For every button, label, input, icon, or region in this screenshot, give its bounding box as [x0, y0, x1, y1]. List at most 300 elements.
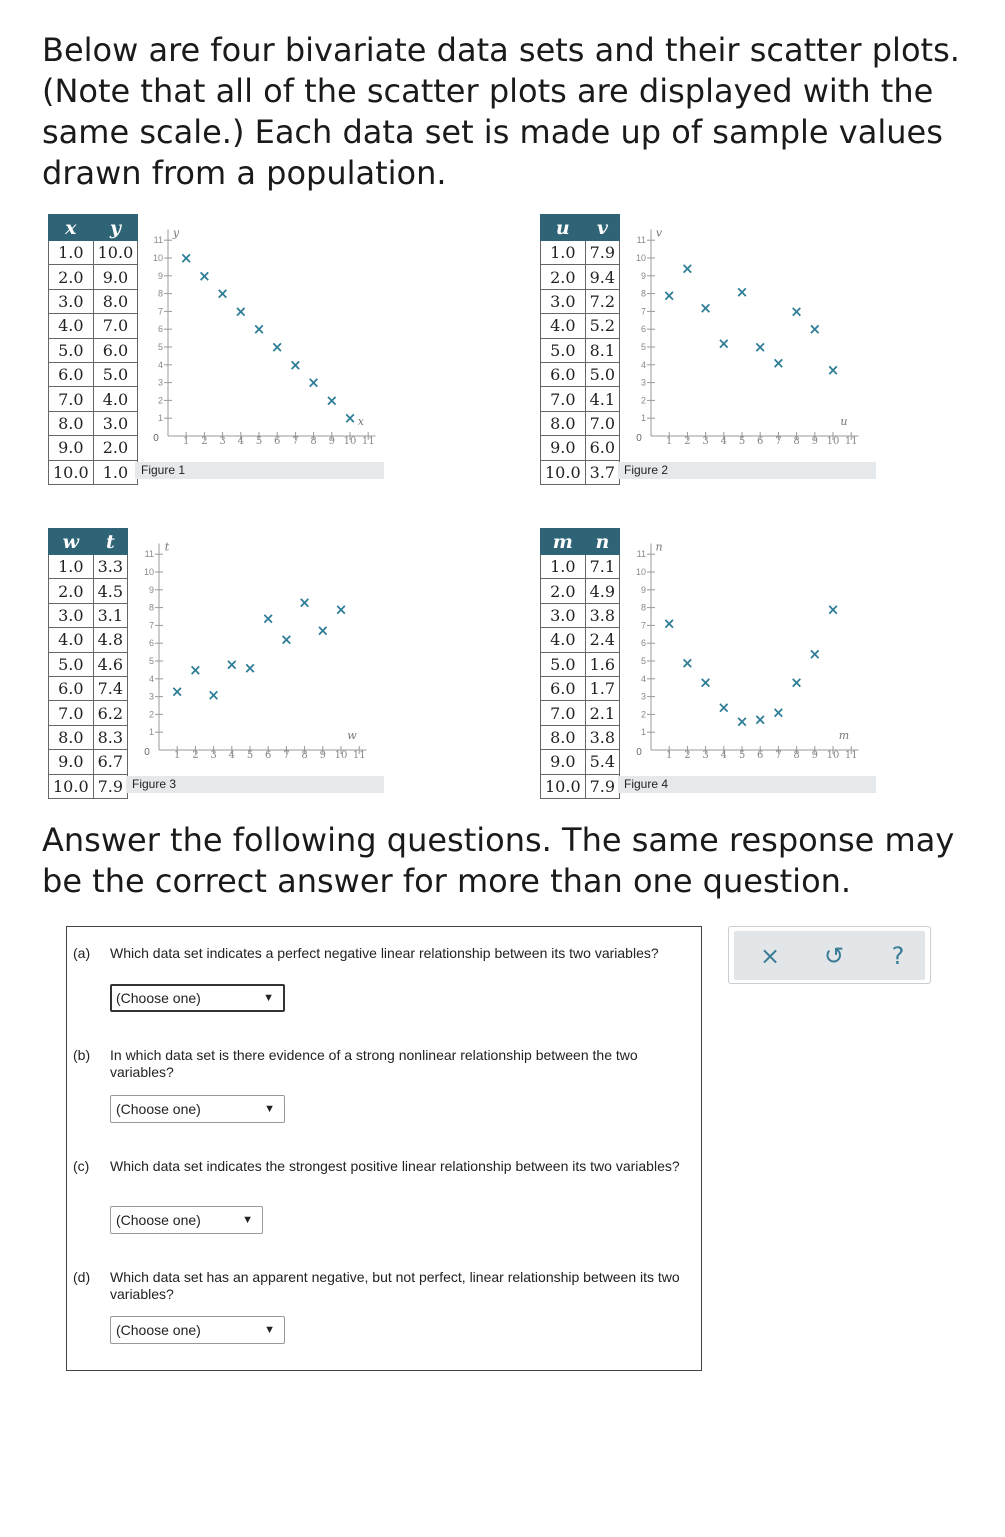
data-point: ×	[699, 298, 712, 317]
table-cell: 6.2	[93, 701, 127, 725]
x-tick-label: 2	[684, 750, 691, 761]
y-tick-label: 6	[148, 638, 154, 649]
dataset-figure-2	[540, 214, 876, 486]
y-tick-label: 10	[635, 567, 646, 577]
table-cell: 8.0	[541, 725, 586, 749]
y-tick-label: 9	[148, 584, 154, 595]
x-tick-label: 3	[702, 436, 709, 447]
clear-icon[interactable]: ×	[759, 942, 781, 970]
question-text: Which data set indicates the strongest positive linear relationship between its two variables?	[110, 1158, 680, 1174]
data-point: ×	[735, 712, 749, 731]
y-tick-label: 11	[636, 235, 646, 246]
answer-select-c[interactable]	[110, 1206, 263, 1234]
y-tick-label: 6	[640, 324, 646, 335]
table-cell: 3.0	[93, 411, 138, 435]
table-cell: 4.0	[541, 314, 586, 338]
data-point: ×	[316, 621, 330, 640]
question-text: Which data set has an apparent negative, but not perfect, linear relationship between its two variables?	[110, 1269, 680, 1302]
scatter-svg	[623, 528, 873, 773]
table-row	[541, 725, 620, 749]
table-row	[541, 579, 620, 603]
x-tick-label: 7	[292, 436, 299, 447]
table-cell: 8.0	[49, 411, 94, 435]
data-point: ×	[772, 354, 785, 373]
y-tick-label: 3	[640, 691, 646, 702]
table-row	[49, 555, 128, 579]
x-tick-label: 11	[361, 436, 375, 447]
x-tick-label: 2	[192, 750, 199, 761]
table-row	[49, 338, 138, 362]
data-point: ×	[772, 703, 785, 722]
table-cell: 2.0	[541, 265, 586, 289]
table-cell: 1.7	[585, 676, 619, 700]
x-tick-label: 8	[301, 750, 308, 761]
table-cell: 4.1	[585, 387, 619, 411]
toolbar-background	[734, 931, 925, 980]
table-cell: 10.0	[541, 774, 586, 798]
data-point: ×	[808, 644, 822, 663]
table-cell: 4.0	[93, 387, 138, 411]
table-row	[49, 314, 138, 338]
figure-caption: Figure 2	[618, 462, 876, 479]
y-tick-label: 5	[640, 342, 646, 352]
y-tick-label: 6	[640, 638, 646, 649]
table-cell: 7.0	[49, 387, 94, 411]
table-row	[49, 725, 128, 749]
table-cell: 2.0	[49, 579, 94, 603]
y-axis-label: v	[655, 226, 663, 240]
x-tick-label: 3	[702, 750, 709, 761]
x-tick-label: 4	[720, 750, 727, 761]
x-tick-label: 1	[666, 750, 673, 761]
origin-label: 0	[636, 747, 642, 758]
table-cell: 2.0	[49, 265, 94, 289]
y-tick-label: 4	[640, 673, 646, 684]
table-row	[541, 411, 620, 435]
intro-paragraph: Below are four bivariate data sets and their scatter plots. (Note that all of the scatter plots are displayed with the same scale.) Each data set is made up of sample values drawn from a population.	[42, 31, 960, 192]
data-point: ×	[270, 338, 284, 356]
table-cell: 7.9	[585, 241, 619, 265]
table-cell: 7.2	[585, 289, 619, 313]
x-tick-label: 8	[793, 436, 800, 447]
answer-instructions: Answer the following questions. The same response may be the correct answer for more than one question.	[42, 821, 955, 900]
table-cell: 1.6	[585, 652, 619, 676]
table-cell: 10.0	[49, 460, 94, 484]
table-cell: 7.0	[541, 387, 586, 411]
table-cell: 4.8	[93, 628, 127, 652]
table-cell: 8.0	[541, 411, 586, 435]
data-point: ×	[681, 653, 694, 672]
y-tick-label: 11	[144, 549, 154, 560]
table-cell: 4.9	[585, 579, 619, 603]
scatter-svg	[623, 214, 873, 459]
table-cell: 5.0	[541, 652, 586, 676]
data-point: ×	[298, 593, 311, 612]
x-tick-label: 1	[666, 436, 673, 447]
x-tick-label: 9	[319, 750, 326, 761]
table-row	[541, 676, 620, 700]
table-cell: 3.1	[93, 603, 127, 627]
origin-label: 0	[144, 747, 150, 758]
table-cell: 8.1	[585, 338, 619, 362]
table-cell: 5.2	[585, 314, 619, 338]
x-axis-label: m	[838, 729, 850, 742]
table-cell: 7.9	[93, 774, 127, 798]
table-cell: 6.0	[49, 676, 94, 700]
column-header: v	[585, 215, 619, 241]
dropdown-arrow-icon: ▼	[242, 1214, 253, 1226]
table-row	[541, 628, 620, 652]
scatter-svg	[131, 528, 381, 773]
table-cell: 7.0	[541, 701, 586, 725]
dataset-figure-4	[540, 528, 876, 800]
x-tick-label: 6	[757, 436, 764, 447]
dataset-figure-1	[48, 214, 384, 486]
dropdown-arrow-icon: ▼	[264, 1324, 275, 1336]
y-tick-label: 1	[148, 727, 154, 738]
table-cell: 3.0	[541, 603, 586, 627]
table-row	[49, 460, 138, 484]
table-row	[49, 411, 138, 435]
scatter-plot	[131, 528, 381, 773]
table-row	[49, 241, 138, 265]
data-point: ×	[307, 373, 320, 392]
x-tick-label: 10	[334, 750, 348, 761]
y-tick-label: 5	[640, 656, 646, 666]
figure-caption: Figure 4	[618, 776, 876, 793]
y-tick-label: 3	[148, 691, 154, 702]
table-cell: 8.3	[93, 725, 127, 749]
y-tick-label: 2	[640, 709, 646, 720]
table-cell: 9.0	[541, 436, 586, 460]
table-cell: 6.0	[541, 676, 586, 700]
table-row	[541, 774, 620, 798]
y-tick-label: 2	[148, 709, 154, 720]
y-tick-label: 1	[157, 413, 163, 424]
x-tick-label: 1	[174, 750, 181, 761]
table-header-row	[49, 529, 128, 555]
table-row	[541, 436, 620, 460]
data-point: ×	[325, 391, 339, 410]
table-cell: 6.0	[49, 362, 94, 386]
y-tick-label: 7	[148, 620, 154, 631]
data-point: ×	[234, 302, 248, 321]
x-tick-label: 5	[738, 436, 746, 447]
x-tick-label: 10	[826, 750, 840, 761]
table-cell: 5.0	[93, 362, 138, 386]
table-row	[49, 362, 138, 386]
y-tick-label: 6	[157, 324, 163, 335]
y-tick-label: 3	[640, 377, 646, 388]
table-cell: 1.0	[49, 241, 94, 265]
table-cell: 9.0	[541, 750, 586, 774]
data-point: ×	[717, 334, 731, 353]
data-point: ×	[252, 320, 266, 339]
x-axis-label: w	[347, 729, 357, 742]
x-tick-label: 1	[183, 436, 190, 447]
y-tick-label: 10	[635, 253, 646, 263]
table-cell: 7.0	[49, 701, 94, 725]
table-cell: 6.0	[585, 436, 619, 460]
table-cell: 5.4	[585, 750, 619, 774]
y-tick-label: 9	[157, 270, 163, 281]
x-tick-label: 11	[844, 750, 858, 761]
table-row	[49, 603, 128, 627]
x-tick-label: 4	[237, 436, 244, 447]
data-table	[48, 214, 138, 485]
table-row	[49, 652, 128, 676]
table-cell: 9.0	[49, 436, 94, 460]
table-row	[541, 750, 620, 774]
y-tick-label: 10	[143, 567, 154, 577]
question-letter: (d)	[73, 1269, 91, 1285]
data-point: ×	[170, 682, 184, 701]
data-point: ×	[198, 266, 211, 285]
question-letter: (c)	[73, 1158, 90, 1174]
table-cell: 2.0	[93, 436, 138, 460]
x-tick-label: 8	[793, 750, 800, 761]
data-point: ×	[699, 673, 712, 692]
data-point: ×	[280, 630, 293, 649]
scatter-plot	[140, 214, 390, 459]
x-tick-label: 5	[255, 436, 263, 447]
y-tick-label: 5	[157, 342, 163, 352]
table-row	[49, 436, 138, 460]
table-cell: 9.4	[585, 265, 619, 289]
y-tick-label: 5	[148, 656, 154, 666]
y-axis-label: y	[172, 226, 180, 240]
table-row	[49, 774, 128, 798]
data-point: ×	[735, 282, 749, 301]
select-value: (Choose one)	[116, 1212, 201, 1228]
data-table	[540, 214, 620, 485]
undo-icon[interactable]: ↺	[823, 942, 845, 970]
data-point: ×	[662, 614, 676, 633]
y-tick-label: 11	[153, 235, 163, 246]
table-row	[49, 265, 138, 289]
table-row	[541, 362, 620, 386]
data-point: ×	[189, 660, 202, 679]
table-cell: 2.0	[541, 579, 586, 603]
table-cell: 1.0	[93, 460, 138, 484]
table-cell: 8.0	[93, 289, 138, 313]
data-point: ×	[790, 302, 803, 321]
table-row	[541, 555, 620, 579]
table-cell: 6.7	[93, 750, 127, 774]
y-tick-label: 2	[157, 395, 163, 406]
x-tick-label: 7	[775, 750, 782, 761]
y-tick-label: 1	[640, 413, 646, 424]
figure-caption: Figure 3	[126, 776, 384, 793]
x-tick-label: 2	[201, 436, 208, 447]
table-row	[49, 289, 138, 313]
table-row	[541, 265, 620, 289]
table-cell: 1.0	[49, 555, 94, 579]
table-cell: 3.0	[49, 603, 94, 627]
y-tick-label: 3	[157, 377, 163, 388]
dataset-figure-3	[48, 528, 384, 800]
column-header: n	[585, 529, 619, 555]
data-point: ×	[826, 361, 840, 380]
table-cell: 9.0	[49, 750, 94, 774]
x-tick-label: 7	[283, 750, 290, 761]
figure-caption: Figure 1	[135, 462, 384, 479]
x-tick-label: 5	[738, 750, 746, 761]
table-row	[49, 628, 128, 652]
table-cell: 3.7	[585, 460, 619, 484]
data-point: ×	[343, 409, 357, 428]
y-tick-label: 11	[636, 549, 646, 560]
data-point: ×	[717, 698, 731, 717]
table-cell: 6.0	[93, 338, 138, 362]
table-row	[49, 579, 128, 603]
table-cell: 2.1	[585, 701, 619, 725]
dropdown-arrow-icon: ▼	[263, 992, 274, 1004]
data-point: ×	[261, 609, 275, 628]
x-tick-label: 2	[684, 436, 691, 447]
table-row	[49, 701, 128, 725]
data-point: ×	[681, 259, 694, 278]
table-row	[541, 289, 620, 313]
answer-select-b[interactable]	[110, 1095, 285, 1123]
data-point: ×	[826, 600, 840, 619]
table-row	[541, 338, 620, 362]
table-cell: 5.0	[49, 338, 94, 362]
table-cell: 3.3	[93, 555, 127, 579]
data-point: ×	[334, 600, 348, 619]
table-cell: 10.0	[49, 774, 94, 798]
table-cell: 3.0	[541, 289, 586, 313]
x-tick-label: 3	[210, 750, 217, 761]
table-cell: 7.0	[93, 314, 138, 338]
y-tick-label: 9	[640, 270, 646, 281]
x-tick-label: 9	[328, 436, 335, 447]
table-cell: 3.8	[585, 603, 619, 627]
y-tick-label: 7	[640, 306, 646, 317]
data-point: ×	[289, 355, 302, 374]
y-tick-label: 8	[640, 602, 646, 613]
y-tick-label: 2	[640, 395, 646, 406]
table-cell: 9.0	[93, 265, 138, 289]
data-point: ×	[207, 685, 220, 704]
data-point: ×	[179, 249, 193, 267]
x-tick-label: 9	[811, 750, 818, 761]
column-header: w	[49, 529, 94, 555]
table-cell: 6.0	[541, 362, 586, 386]
table-cell: 10.0	[541, 460, 586, 484]
select-value: (Choose one)	[116, 1101, 201, 1117]
table-row	[541, 241, 620, 265]
data-point: ×	[662, 286, 676, 305]
data-table	[540, 528, 620, 799]
y-tick-label: 9	[640, 584, 646, 595]
column-header: u	[541, 215, 586, 241]
table-row	[49, 387, 138, 411]
x-tick-label: 5	[246, 750, 254, 761]
data-point: ×	[225, 655, 239, 674]
table-cell: 1.0	[541, 555, 586, 579]
scatter-plot	[623, 214, 873, 459]
table-header-row	[541, 529, 620, 555]
x-tick-label: 3	[219, 436, 226, 447]
data-table	[48, 528, 128, 799]
x-tick-label: 4	[720, 436, 727, 447]
dropdown-arrow-icon: ▼	[264, 1103, 275, 1115]
x-tick-label: 8	[310, 436, 317, 447]
data-point: ×	[753, 710, 767, 729]
table-cell: 7.0	[585, 411, 619, 435]
data-point: ×	[790, 673, 803, 692]
table-cell: 4.0	[49, 314, 94, 338]
y-tick-label: 7	[157, 306, 163, 317]
column-header: x	[49, 215, 94, 241]
table-cell: 5.0	[541, 338, 586, 362]
x-tick-label: 10	[343, 436, 357, 447]
select-value: (Choose one)	[116, 990, 201, 1006]
data-point: ×	[243, 659, 257, 678]
table-cell: 4.0	[49, 628, 94, 652]
table-cell: 7.4	[93, 676, 127, 700]
y-tick-label: 4	[148, 673, 154, 684]
data-point: ×	[753, 338, 767, 356]
table-cell: 3.0	[49, 289, 94, 313]
x-tick-label: 6	[265, 750, 272, 761]
table-cell: 4.6	[93, 652, 127, 676]
column-header: m	[541, 529, 586, 555]
y-tick-label: 1	[640, 727, 646, 738]
origin-label: 0	[153, 433, 159, 444]
x-tick-label: 6	[274, 436, 281, 447]
x-tick-label: 4	[228, 750, 235, 761]
table-cell: 4.5	[93, 579, 127, 603]
y-tick-label: 10	[152, 253, 163, 263]
y-tick-label: 4	[157, 359, 163, 370]
select-value: (Choose one)	[116, 1322, 201, 1338]
data-point: ×	[808, 320, 822, 339]
help-icon[interactable]: ?	[891, 942, 905, 970]
x-tick-label: 7	[775, 436, 782, 447]
table-cell: 5.0	[49, 652, 94, 676]
x-tick-label: 9	[811, 436, 818, 447]
origin-label: 0	[636, 433, 642, 444]
table-row	[541, 701, 620, 725]
answer-toolbar	[728, 926, 931, 984]
y-tick-label: 8	[157, 288, 163, 299]
y-tick-label: 4	[640, 359, 646, 370]
x-tick-label: 10	[826, 436, 840, 447]
table-row	[541, 314, 620, 338]
table-row	[541, 387, 620, 411]
table-row	[49, 750, 128, 774]
x-axis-label: x	[357, 415, 365, 428]
table-cell: 4.0	[541, 628, 586, 652]
question-letter: (a)	[73, 945, 91, 961]
question-text: In which data set is there evidence of a strong nonlinear relationship between the two variables?	[110, 1047, 638, 1080]
table-cell: 5.0	[585, 362, 619, 386]
column-header: t	[93, 529, 127, 555]
y-axis-label: n	[655, 540, 663, 554]
scatter-plot	[623, 528, 873, 773]
data-point: ×	[216, 284, 229, 303]
table-cell: 7.1	[585, 555, 619, 579]
y-tick-label: 8	[640, 288, 646, 299]
table-header-row	[541, 215, 620, 241]
answer-select-a[interactable]	[110, 984, 285, 1012]
answer-select-d[interactable]	[110, 1316, 285, 1344]
question-letter: (b)	[73, 1047, 91, 1063]
scatter-svg	[140, 214, 390, 459]
table-cell: 1.0	[541, 241, 586, 265]
